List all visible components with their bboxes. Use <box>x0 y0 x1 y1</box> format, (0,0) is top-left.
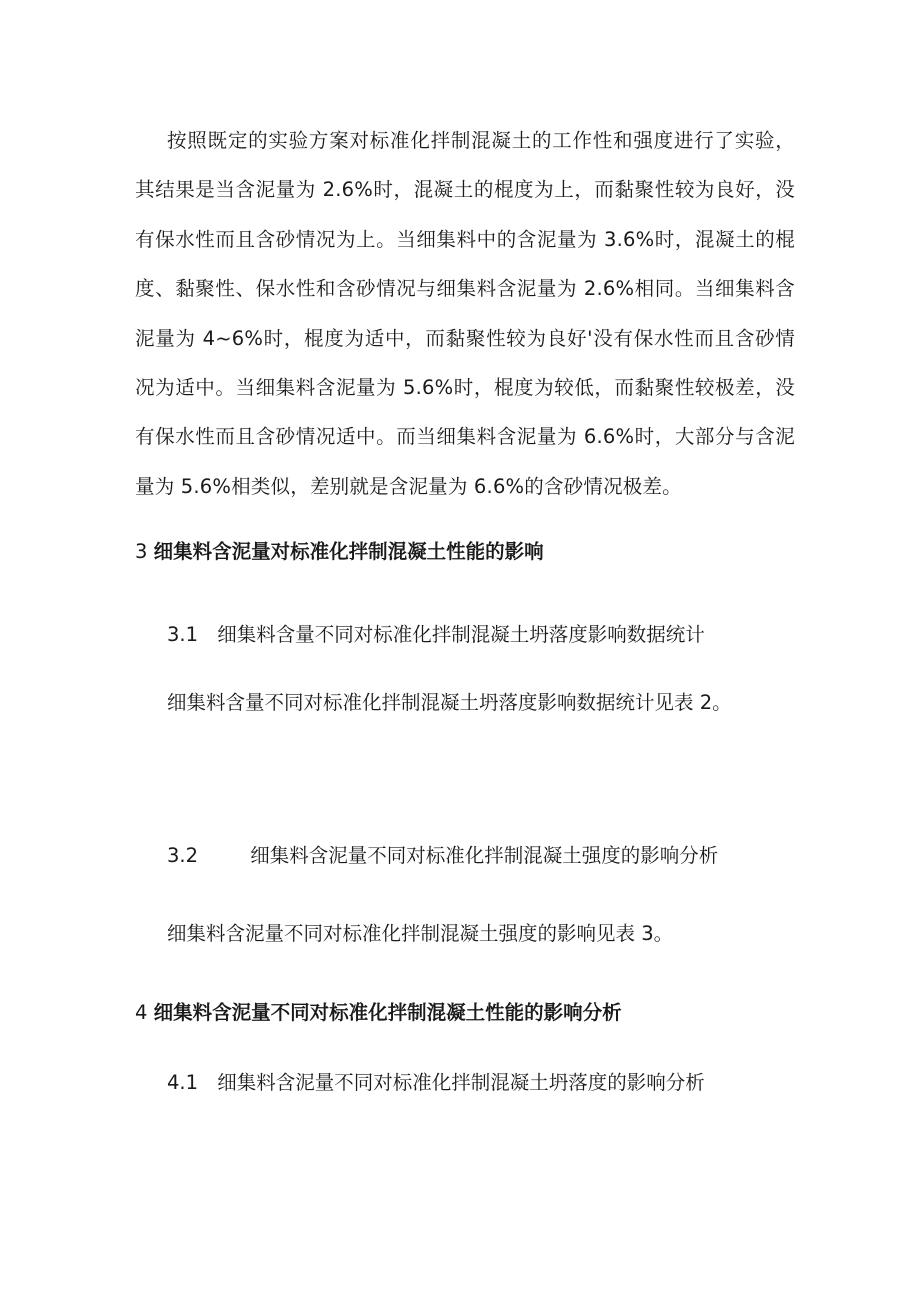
section-4-1-heading <box>167 1068 705 1098</box>
section-3-1-number: 3.1 <box>167 623 199 646</box>
body-paragraph: 按照既定的实验方案对标准化拌制混凝土的工作性和强度进行了实验，其结果是当含泥量为 2.6%时，混凝土的棍度为上，而黏聚性较为良好，没有保水性而且含砂情况为上。当细集料中的含泥量为 3.6%时，混凝土的棍度、黏聚性、保水性和含砂情况与细集料含泥量为 2.6%相同。当细集料含泥量为 4~6%时，棍度为适中，而黏聚性较为良好'没有保水性而且含砂情况为适中。当细集料含泥量为 5.6%时，棍度为较低，而黏聚性较极差，没有保水性而且含砂情况适中。而当细集料含泥量为 6.6%时，大部分与含泥量为 5.6%相类似，差别就是含泥量为 6.6%的含砂情况极差。 <box>135 129 795 498</box>
section-4-title: 细集料含泥量不同对标准化拌制混凝土性能的影响分析 <box>153 1001 622 1024</box>
section-3-1-title: 细集料含量不同对标准化拌制混凝土坍落度影响数据统计 <box>217 623 705 646</box>
section-3-1-heading <box>167 620 705 650</box>
section-3-title: 细集料含泥量对标准化拌制混凝土性能的影响 <box>153 540 544 563</box>
section-3-2-number: 3.2 <box>167 844 199 867</box>
section-3-1-body: 细集料含量不同对标准化拌制混凝土坍落度影响数据统计见表 2。 <box>167 691 732 714</box>
section-3-2-body: 细集料含泥量不同对标准化拌制混凝土强度的影响见表 3。 <box>167 922 674 945</box>
section-4-number: 4 <box>135 1001 148 1024</box>
section-4-1-title: 细集料含泥量不同对标准化拌制混凝土坍落度的影响分析 <box>217 1071 705 1094</box>
section-3-2-heading <box>167 841 718 871</box>
section-4-heading <box>135 998 622 1028</box>
section-3-2-title: 细集料含泥量不同对标准化拌制混凝土强度的影响分析 <box>250 844 719 867</box>
section-3-heading <box>135 537 544 567</box>
section-3-number: 3 <box>135 540 148 563</box>
section-4-1-number: 4.1 <box>167 1071 199 1094</box>
